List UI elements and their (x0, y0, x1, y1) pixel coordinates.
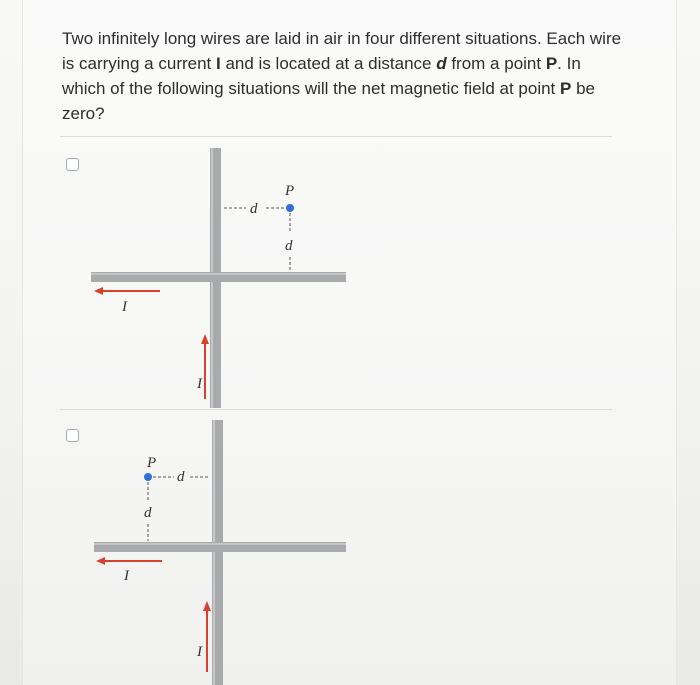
point-label: P (147, 455, 157, 471)
point-symbol: P (560, 79, 572, 98)
horizontal-current-label: I (122, 299, 127, 315)
vertical-distance-label: d (285, 238, 293, 254)
horizontal-current-label: I (124, 568, 129, 584)
vertical-current-arrow (203, 601, 211, 672)
horizontal-current-arrow (94, 287, 160, 295)
vertical-current-label: I (197, 376, 202, 392)
current-symbol: I (216, 54, 221, 73)
vertical-distance-label: d (144, 505, 152, 521)
point-marker (286, 204, 294, 212)
point-symbol: P (545, 54, 558, 73)
question-text: Two infinitely long wires are laid in air in four different situations. Each wire is carrying a current I and is located at a distance d from a point P. In which of the following situations will the net magnetic field at point P be zero? (62, 29, 622, 123)
point-label: P (285, 183, 295, 199)
horizontal-distance-label: d (250, 201, 258, 217)
horizontal-current-arrow (96, 557, 162, 565)
horizontal-distance-label: d (177, 469, 185, 485)
vertical-current-arrow (201, 334, 209, 399)
answer-option-1[interactable] (60, 137, 612, 408)
diagram-option-2 (60, 410, 612, 685)
distance-symbol: d (436, 54, 447, 73)
vertical-current-label: I (197, 644, 202, 660)
answer-option-2[interactable] (60, 410, 612, 685)
point-marker (144, 473, 152, 481)
diagram-option-1 (60, 137, 612, 408)
